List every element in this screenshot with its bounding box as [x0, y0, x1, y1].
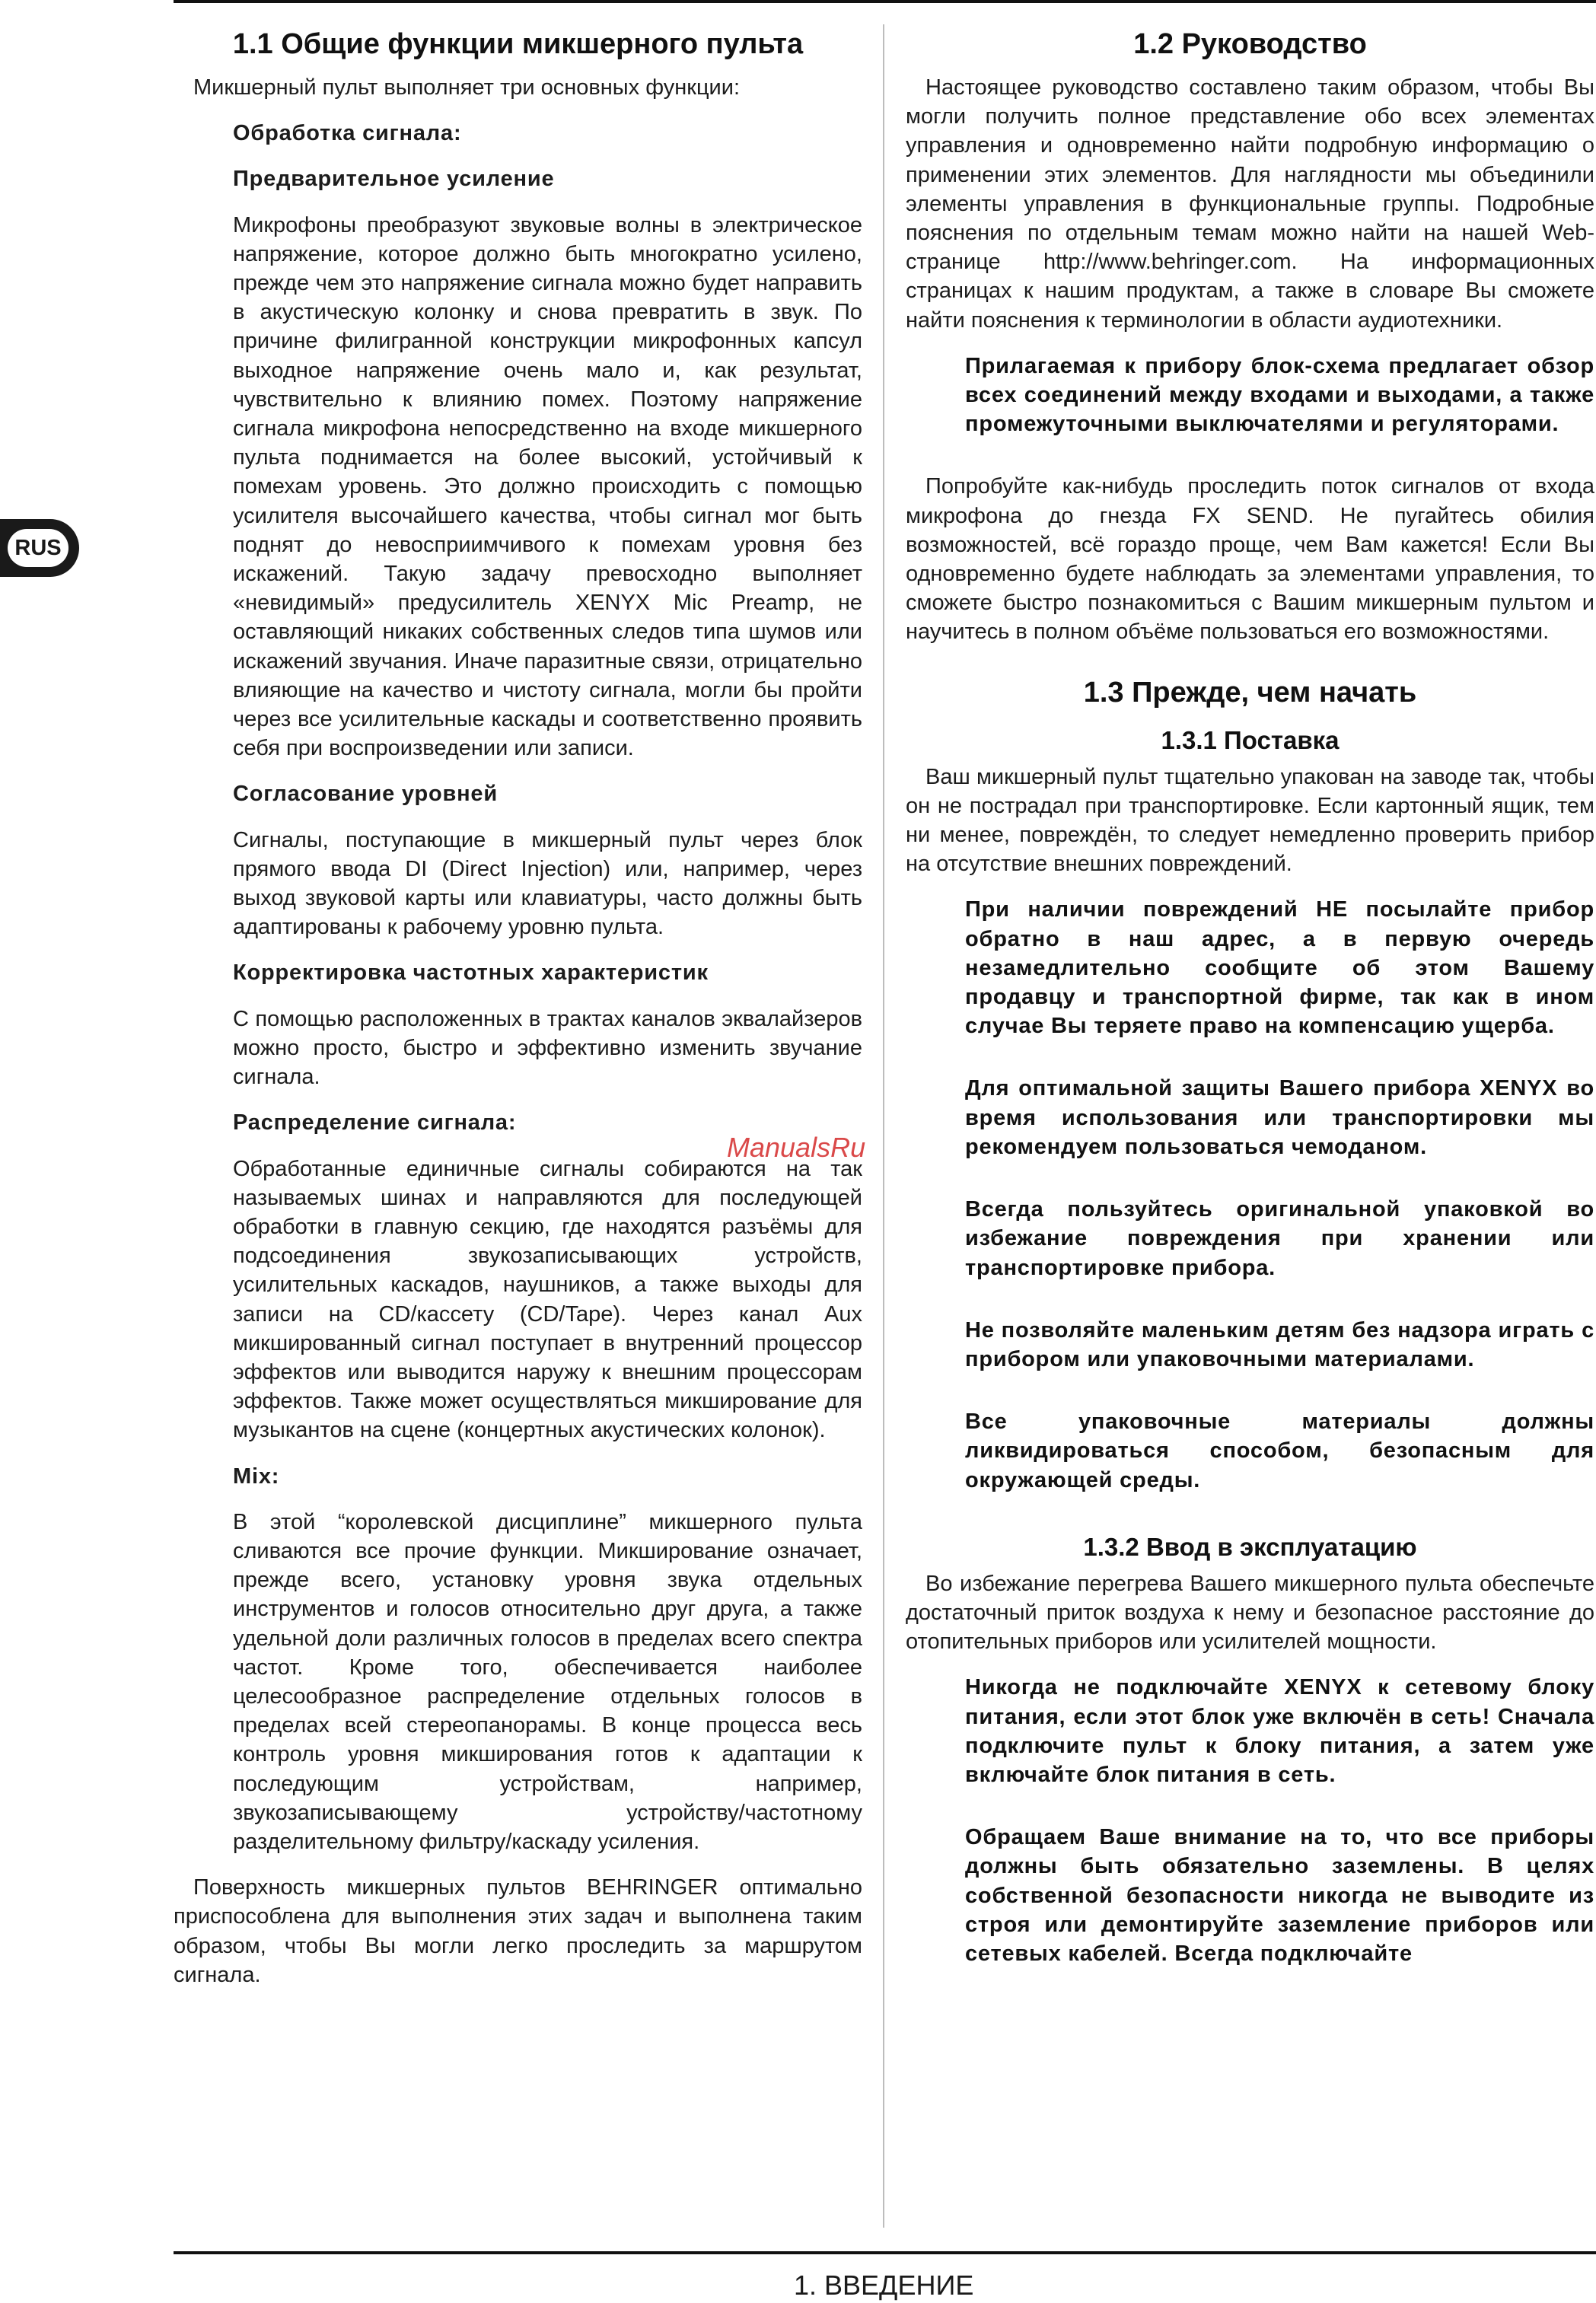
delivery-paragraph: Ваш микшерный пульт тщательно упакован на заводе так, чтобы он не пострадал при транспортировке. Если картонный ящик, тем ни менее, повреждён, то следует немедленно проверить прибор на отсутствие внешних повреждений. — [906, 764, 1594, 877]
manual-paragraph-2: Попробуйте как-нибудь проследить поток сигналов от входа микрофона до гнезда FX SEND. Не пугайтесь обилия возможностей, всё гораздо проще, чем Вам кажется! Если Вы одновременно будете наблюдать за элементами управления, то сможете быстро познакомиться с Вашим микшерным пультом и научитесь в полном объёме пользоваться его возможностями. — [906, 474, 1594, 645]
levels-heading: Согласование уровней — [233, 782, 498, 807]
operation-note: Никогда не подключайте XENYX к сетевому блоку питания, если этот блок уже включён в сеть! Сначала подключите пульт к блоку питания, а затем уже включайте блок питания в сеть. — [965, 1675, 1594, 1787]
preamp-paragraph: Микрофоны преобразуют звуковые волны в электрическое напряжение, которое должно быть многократно усилено, прежде чем это напряжение сигнала можно будет направить в акустическую колонку и снова превратить в звук. По причине филигранной конструкции микрофонных капсул выходное напряжение очень мало и, как результат, чувствительно к влиянию помех. Поэтому напряжение сигнала микрофона непосредственно на входе микшерного пульта поднимается на более высокий, устойчивый к помехам уровень. Это должно происходить с помощью усилителя высочайшего качества, чтобы сигнал мог быть поднят до невосприимчивого к помехам уровня без искажений. Такую задачу превосходно выполняет «невидимый» предусилитель XENYX Mic Preamp, не оставляющий никаких собственных следов типа шумов или искажений звучания. Иначе паразитные связи, отрицательно влияющие на качество и чистоту сигнала, могли бы пройти через все усилительные каскады и соответственно проявить себя при воспроизведении или записи. — [233, 212, 862, 761]
signal-processing-heading: Обработка сигнала: — [233, 121, 462, 146]
language-tab — [0, 519, 79, 577]
delivery-note: Все упаковочные материалы должны ликвидироваться способом, безопасным для окружающей среды. — [965, 1410, 1594, 1492]
bottom-rule — [174, 2251, 1596, 2254]
language-badge: RUS — [8, 529, 68, 567]
preamp-heading: Предварительное усиление — [233, 167, 555, 192]
top-rule — [174, 0, 1596, 3]
distribution-heading: Распределение сигнала: — [233, 1110, 517, 1136]
intro-paragraph: Микшерный пульт выполняет три основных функции: — [193, 75, 741, 100]
manual-paragraph: Настоящее руководство составлено таким образом, чтобы Вы могли получить полное представление обо всех элементах управления и одновременно найти подробную информацию о применении этих элементов. Для наглядности мы объединили элементы управления в функциональные группы. Подробные пояснения по отдельным темам можно найти на нашей Web-странице http://www.behringer.com. На информационных страницах к нашим продуктам, а также в словаре Вы сможете найти пояснения к терминологии в области аудиотехники. — [906, 75, 1594, 333]
mix-heading: Mix: — [233, 1464, 280, 1489]
column-divider — [883, 24, 884, 2228]
watermark: ManualsRu — [727, 1132, 866, 1163]
subsection-title-operation: 1.3.2 Ввод в эксплуатацию — [1083, 1532, 1417, 1561]
left-column — [174, 21, 862, 2006]
delivery-note: Для оптимальной защиты Вашего прибора XENYX во время использования или транспортировки мы рекомендуем пользоваться чемоданом. — [965, 1076, 1594, 1159]
eq-heading: Корректировка частотных характеристик — [233, 960, 709, 986]
surface-paragraph: Поверхность микшерных пультов BEHRINGER оптимально приспособлена для выполнения этих задач и выполнена таким образом, чтобы Вы могли легко проследить за маршрутом сигнала. — [174, 1875, 862, 1987]
delivery-note: Всегда пользуйтесь оригинальной упаковкой во избежание повреждения при хранении или транспортировке прибора. — [965, 1197, 1594, 1280]
section-title-general-functions: 1.1 Общие функции микшерного пульта — [232, 28, 804, 60]
subsection-title-delivery: 1.3.1 Поставка — [1161, 725, 1340, 754]
operation-paragraph: Во избежание перегрева Вашего микшерного пульта обеспечьте достаточный приток воздуха к нему и безопасное расстояние до отопительных приборов или усилителей мощности. — [906, 1571, 1594, 1655]
manual-note: Прилагаемая к прибору блок-схема предлагает обзор всех соединений между входами и выходами, а также промежуточными выключателями и регуляторами. — [965, 353, 1594, 437]
operation-note: Обращаем Ваше внимание на то, что все приборы должны быть обязательно заземлены. В целях собственной безопасности никогда не выводите из строя или демонтируйте заземление приборов или сетевых кабелей. Всегда подключайте — [965, 1825, 1594, 1966]
levels-paragraph: Сигналы, поступающие в микшерный пульт через блок прямого ввода DI (Direct Injection) или, например, через выход звуковой карты или клавиатуры, часто должны быть адаптированы к рабочему уровню пульта. — [233, 827, 862, 940]
eq-paragraph: С помощью расположенных в трактах каналов эквалайзеров можно просто, быстро и эффективно изменить звучание сигнала. — [233, 1006, 862, 1090]
section-title-manual: 1.2 Руководство — [1133, 28, 1367, 60]
distribution-paragraph: Обработанные единичные сигналы собираются на так называемых шинах и направляются для последующей обработки в главную секцию, где находятся разъёмы для подсоединения звукозаписывающих устройств, усилительных каскадов, наушников, а также выходы для записи на CD/кассету (CD/Tape). Через канал Aux микшированный сигнал поступает в внутренний процессор эффектов или выводится наружу к внешним процессорам эффектов. Также может осуществляться микширование для музыкантов на сцене (концертных акустических колонок). — [233, 1156, 862, 1443]
right-column — [906, 21, 1594, 1968]
section-title-before-start: 1.3 Прежде, чем начать — [1083, 676, 1417, 709]
delivery-note: Не позволяйте маленьким детям без надзора играть с прибором или упаковочными материалами. — [965, 1317, 1594, 1371]
mix-paragraph: В этой “королевской дисциплине” микшерного пульта сливаются все прочие функции. Микширование означает, прежде всего, установку уровня звука отдельных инструментов и голосов относительно друг друга, а также удельной доли различных голосов в пределах всего спектра частот. Кроме того, обеспечивается наиболее целесообразное распределение отдельных голосов в пределах всей стереопанорамы. В конце процесса весь контроль уровня микширования готов к адаптации к последующим устройствам, например, звукозаписывающему устройству/частотному разделительному фильтру/каскаду усиления. — [233, 1509, 862, 1854]
delivery-note: При наличии повреждений НЕ посылайте прибор обратно в наш адрес, а в первую очередь незамедлительно сообщите об этом Вашему продавцу и транспортной фирме, так как в ином случае Вы теряете право на компенсацию ущерба. — [965, 897, 1594, 1039]
footer-chapter-label: 1. ВВЕДЕНИЕ — [794, 2270, 974, 2301]
